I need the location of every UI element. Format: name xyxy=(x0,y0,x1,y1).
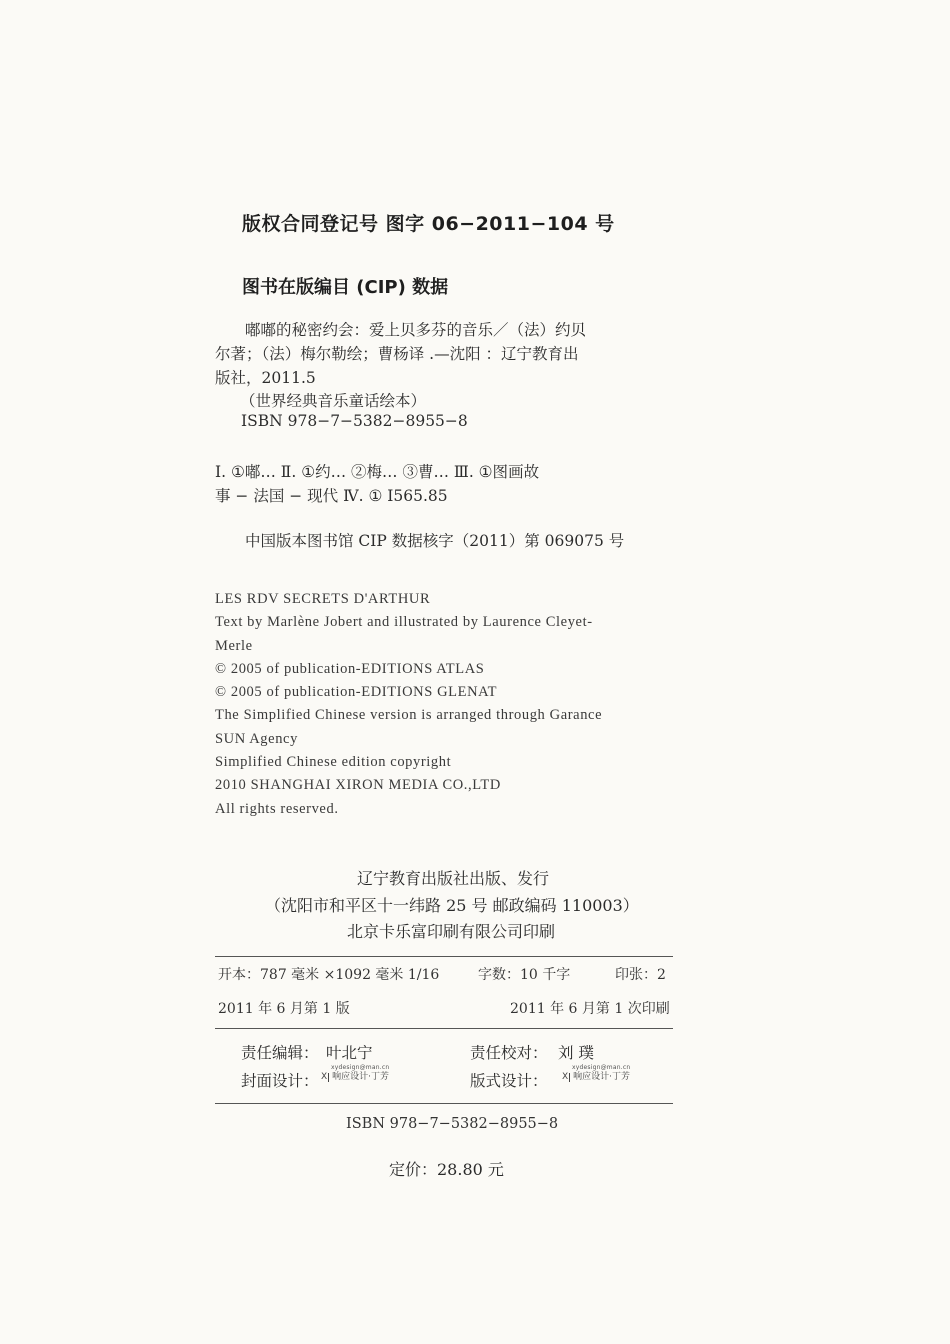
cip-entry-line: 尔著；（法）梅尔勒绘；曹杨译 .—沈阳 ：辽宁教育出 xyxy=(215,345,579,363)
credit-line: Text by Marlène Jobert and illustrated by Laurence Cleyet- xyxy=(215,614,593,630)
classification-line: 事 − 法国 − 现代 Ⅳ. ① I565.85 xyxy=(215,487,448,505)
price: 定价：28.80 元 xyxy=(389,1160,504,1179)
printed-sheets: 印张：2 xyxy=(615,967,666,983)
cip-entry-line: 嘟嘟的秘密约会：爱上贝多芬的音乐／（法）约贝 xyxy=(245,321,587,339)
stamp-email: xydesign@man.cn xyxy=(572,1064,631,1071)
divider xyxy=(215,1103,673,1104)
design-stamp: xydesign@man.cn X 响应设计·丁芳 xyxy=(321,1064,390,1082)
stamp-email: xydesign@man.cn xyxy=(331,1064,390,1071)
isbn: ISBN 978−7−5382−8955−8 xyxy=(346,1116,559,1132)
format-spec: 开本：787 毫米 ×1092 毫米 1/16 xyxy=(218,967,440,983)
credit-line: Merle xyxy=(215,638,253,654)
credit-line: The Simplified Chinese version is arranged through Garance xyxy=(215,707,603,723)
stamp-text: 响应设计·丁芳 xyxy=(328,1073,389,1082)
proofreader-label: 责任校对： xyxy=(470,1044,548,1062)
credit-line: All rights reserved. xyxy=(215,801,339,817)
divider xyxy=(215,956,673,957)
editor-name: 叶北宁 xyxy=(326,1044,373,1062)
stamp-text: 响应设计·丁芳 xyxy=(569,1073,630,1082)
cip-isbn: ISBN 978−7−5382−8955−8 xyxy=(241,412,468,430)
credit-line: Simplified Chinese edition copyright xyxy=(215,754,452,770)
divider xyxy=(215,1028,673,1029)
design-stamp: xydesign@man.cn X 响应设计·丁芳 xyxy=(562,1064,631,1082)
editor-label: 责任编辑： xyxy=(241,1044,319,1062)
cip-entry-line: 版社，2011.5 xyxy=(215,369,316,387)
publisher-address: （沈阳市和平区十一纬路 25 号 邮政编码 110003） xyxy=(265,896,639,915)
cip-entry-line: （世界经典音乐童话绘本） xyxy=(240,392,427,410)
publisher-line: 辽宁教育出版社出版、发行 xyxy=(357,869,550,888)
printer-line: 北京卡乐富印刷有限公司印刷 xyxy=(347,922,556,941)
credit-line: 2010 SHANGHAI XIRON MEDIA CO.,LTD xyxy=(215,777,501,793)
edition-info: 2011 年 6 月第 1 版 xyxy=(218,1001,350,1017)
credit-line: © 2005 of publication-EDITIONS GLENAT xyxy=(215,684,498,700)
classification-line: Ⅰ. ①嘟… Ⅱ. ①约… ②梅… ③曹… Ⅲ. ①图画故 xyxy=(215,463,540,481)
credit-line: © 2005 of publication-EDITIONS ATLAS xyxy=(215,661,485,677)
word-count: 字数：10 千字 xyxy=(478,967,571,983)
credit-line: SUN Agency xyxy=(215,731,298,747)
cip-heading: 图书在版编目 (CIP) 数据 xyxy=(242,277,449,298)
printing-info: 2011 年 6 月第 1 次印刷 xyxy=(510,1001,670,1017)
cip-verification: 中国版本图书馆 CIP 数据核字（2011）第 069075 号 xyxy=(245,532,625,550)
credit-line: LES RDV SECRETS D'ARTHUR xyxy=(215,591,431,607)
layout-design-label: 版式设计： xyxy=(470,1072,548,1090)
proofreader-name: 刘 璞 xyxy=(558,1044,594,1062)
cover-design-label: 封面设计： xyxy=(241,1072,319,1090)
copyright-registration: 版权合同登记号 图字 06−2011−104 号 xyxy=(242,213,615,235)
